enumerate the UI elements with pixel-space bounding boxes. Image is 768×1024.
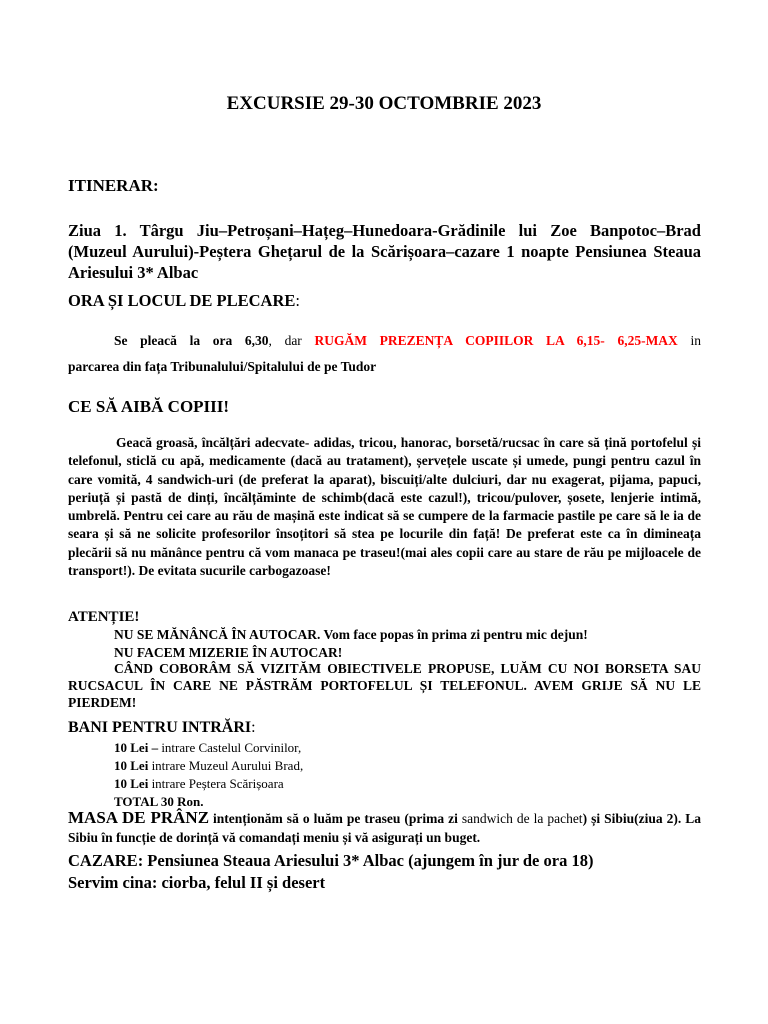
departure-line1 (68, 333, 701, 349)
fee-sep: – (148, 740, 162, 755)
accommodation-heading: CAZARE (68, 851, 138, 870)
document-title: EXCURSIE 29-30 OCTOMBRIE 2023 (226, 93, 542, 114)
dinner-line: Servim cina: ciorba, felul II și desert (68, 873, 326, 892)
accommodation-text: : Pensiunea Steaua Ariesului 3* Albac (ajungem în jur de ora 18) (137, 851, 594, 870)
fees-heading (68, 719, 256, 737)
fee-total: TOTAL 30 Ron. (114, 794, 204, 809)
warning-line2: NU FACEM MIZERIE ÎN AUTOCAR! (114, 645, 343, 660)
lunch-text-c: ) și Sibiu(ziua 2). La Sibiu în funcție de dorință vă comandați meniu și vă asigurați un buget. (68, 811, 701, 845)
departure-location: parcarea din fața Tribunalului/Spitalului de pe Tudor (68, 359, 377, 374)
departure-time: 6,30 (244, 333, 269, 348)
departure-heading (68, 291, 300, 311)
fee-amount: 10 Lei (114, 758, 149, 773)
lunch-paragraph (68, 808, 701, 847)
fee-amount: 10 Lei (114, 740, 149, 755)
departure-text-start: Se pleacă la ora (114, 333, 245, 348)
lunch-text-b: sandwich de la pachet (461, 811, 583, 826)
fee-text: intrare Muzeul Aurului Brad, (151, 758, 304, 773)
fees-heading-colon: : (251, 719, 256, 736)
accommodation-line (68, 851, 593, 871)
lunch-heading: MASA DE PRÂNZ (68, 808, 210, 827)
warning-paragraph: CÂND COBORÂM SĂ VIZITĂM OBIECTIVELE PROPUSE, LUĂM CU NOI BORSETA SAU RUCSACUL ÎN CARE NE PĂSTRĂM PORTOFELUL ȘI TELEFONUL. AVEM GRIJE SĂ NU LE PIERDEM! (68, 661, 701, 710)
departure-heading-colon: : (295, 291, 300, 310)
packing-heading: CE SĂ AIBĂ COPIII! (68, 397, 230, 416)
departure-heading-text: ORA ȘI LOCUL DE PLECARE (68, 291, 296, 310)
packing-list: Geacă groasă, încălțări adecvate- adidas, tricou, hanorac, borsetă/rucsac în care să țină portofelul și telefonul, sticlă cu apă, medicamente (dacă au tratament), șervețele uscate și umede, pungi pentru cazul în care vomită, 4 sandwich-uri (de preferat la aparat), biscuiți/alte dulciuri, dar nu exagerat, pijama, papuci, periuță și pastă de dinți, încălțăminte de schimb(dacă este cazul!), tricou/pulover, șosete, lenjerie intimă, umbrelă. Pentru cei care au rău de mașină este indicat să se cumpere de la farmacie pastile pe care să le ia de seara și să ne solicite profesorilor însoțitori să stea pe locurile din față! De preferat este ca în dimineața plecării să nu mănânce pentru că vom manaca pe traseu!(mai ales copii care au stare de rău pe mijloacele de transport!). De evitata sucurile carbogazoase! (68, 435, 701, 579)
fee-item (114, 776, 284, 792)
day1-itinerary: Ziua 1. Târgu Jiu–Petroșani–Hațeg–Hunedoara-Grădinile lui Zoe Banpotoc–Brad (Muzeul Aurului)-Peștera Ghețarul de la Scărișoara–cazare 1 noapte Pensiunea Steaua Ariesului 3* Albac (68, 221, 701, 282)
departure-highlight: RUGĂM PREZENȚA COPIILOR LA 6,15- 6,25-MAX (314, 333, 678, 348)
itinerary-heading: ITINERAR: (68, 176, 159, 195)
fees-heading-text: BANI PENTRU INTRĂRI (68, 719, 252, 736)
departure-text-mid: , dar (268, 333, 315, 348)
fee-text: intrare Castelul Corvinilor, (161, 740, 302, 755)
fee-item (114, 758, 303, 774)
fee-text: intrare Peștera Scărișoara (151, 776, 284, 791)
warning-line1: NU SE MĂNÂNCĂ ÎN AUTOCAR. Vom face popas în prima zi pentru mic dejun! (114, 627, 588, 642)
fee-item (114, 740, 301, 756)
lunch-text-a: intenționăm să o luăm pe traseu (prima zi (209, 811, 462, 826)
fee-amount: 10 Lei (114, 776, 149, 791)
departure-text-end: in (690, 333, 701, 348)
warning-heading: ATENȚIE! (68, 609, 140, 625)
